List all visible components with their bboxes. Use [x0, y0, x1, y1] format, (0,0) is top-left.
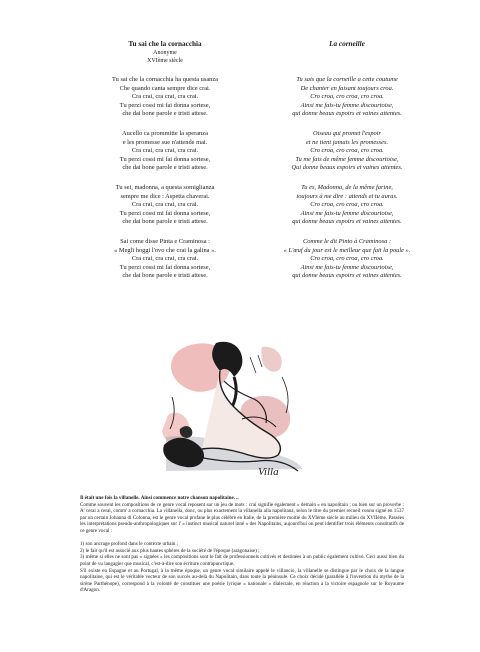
poem-era: XVIème siècle	[147, 58, 183, 64]
pink-wash	[261, 347, 281, 372]
verse-line: Tu me fais de même femme discourtoise,	[295, 155, 399, 163]
stanza-1	[70, 76, 260, 119]
verse-line: Aucello ca prommitte la speranza	[122, 129, 208, 137]
verse-line: Cro croa, cro croa, cro croa.	[310, 147, 384, 155]
verse-line: Tu perzi cossi mi fai donna sortese,	[119, 155, 211, 163]
essay-lead: Il était une fois la villanelle. Ainsi commence notre chanson napolitaine…	[80, 495, 239, 501]
verse-line: Tu sai che la cornacchia ha questa usanza	[111, 76, 219, 83]
verse-line: Sai come disse Pinta e Craminosa :	[120, 237, 210, 245]
stanza-3	[262, 184, 432, 227]
verse-line: Tu perzi cossi mi fai donna sortese,	[119, 209, 211, 217]
verse-line: Tu sais que la corneille a cette coutume	[296, 76, 398, 83]
verse-line: toujours à me dire : attends et tu auras.	[296, 192, 398, 200]
verse-line: « Meglï hoggi l'ovo che crai la galina ».	[114, 246, 216, 254]
verse-line: et ne tient jamais les promesses.	[305, 138, 389, 146]
verse-line: Tu perzi cossi mi fai donna sortese,	[119, 263, 211, 271]
poem-title: Tu sai che la cornacchia	[128, 40, 202, 48]
essay-paragraph: Comme souvent les compositions de ce genre vocal reposent sur un jeu de mots : crai signifie également « demain » en napolitain ; ou bien sur un proverbe : A' cerai a cerai, comm' a cornacchia. La villanella, donc, ou plus exactement la villanella alla napolitana, selon le titre du premier recueil connu signé en 1537 par un certain Johanna di Colonna, est le genre vocal profane le plus célèbre en Italie, de la première moitié du XVIème siècle au milieu du XVIIème. Passées les interprétations pseudo-anthropologiques sur l' « instinct musical naturel inné » des Napolitains, aujourd'hui on peut identifier trois éléments constitutifs de ce genre vocal :	[80, 501, 404, 534]
verse-line: Che quando canta sempre dice crai.	[119, 84, 211, 92]
translated-poem	[262, 40, 432, 281]
verse-line: De chanter en faisant toujours croa.	[300, 84, 394, 92]
verse-line: che dai bone parole e tristi attese.	[122, 110, 208, 118]
stanza-4	[262, 238, 432, 281]
stanza-1	[262, 76, 432, 119]
verse-line: Ainsi me fais-tu femme discourtoise,	[300, 209, 394, 217]
essay-paragraph: S'il existe en Espagne et au Portugal, à la même époque, un genre vocal similaire appelé le villancio, la villanelle se distingue par le choix de la langue napolitaine, qui est le véritable vecteur de son succès au-delà du Napolitain, dans toute la péninsule. Ce choix décidé (parallèle à l'invention du mythe de la sirène Parthénope), correspond à la volonté de constituer une poésie lyrique « nationale » dialectale, en réaction à la victoire espagnole sur le Royaume d'Aragon.	[80, 567, 404, 594]
essay-list-item: 1) son ancrage profond dans le contexte urbain ;	[80, 541, 179, 548]
verse-line: qui donne beaux espoirs et vaines attentes.	[292, 272, 402, 280]
verse-line: Cra crai, cra crai, cra crai.	[131, 93, 199, 101]
verse-line: qui donne beaux espoirs et vaines attentes.	[292, 110, 402, 118]
verse-line: Oiseau qui promet l'espoir	[312, 129, 382, 137]
stanza-2	[262, 130, 432, 173]
verse-line: Ainsi me fais-tu femme discourtoise,	[300, 101, 394, 109]
verse-line: Cra crai, cra crai, cra crai.	[131, 201, 199, 209]
verse-line: Cra crai, cra crai, cra crai.	[131, 255, 199, 263]
translation-title: La corneille	[329, 40, 365, 48]
watercolor-illustration	[158, 337, 308, 480]
verse-line: sempre me dice : Aspetta chaverai.	[120, 192, 210, 200]
verse-line: Cra crai, cra crai, cra crai.	[131, 147, 199, 155]
verse-line: che dai bone parole e tristi attese.	[122, 164, 208, 172]
verse-line: Cro croa, cro croa, cro croa.	[310, 201, 384, 209]
essay-list-item: 2) le fait qu'il est associé aux plus hautes sphères de la société de l'époque (aragonaise) ;	[80, 547, 260, 554]
verse-line: Tu es, Madonna, de la même farine,	[301, 183, 393, 191]
verse-line: Qui donne beaux espoirs et vaines attentes.	[291, 164, 403, 172]
ink-stroke	[250, 355, 262, 373]
essay-text	[80, 495, 404, 594]
verse-line: Cro croa, cro croa, cro croa.	[310, 93, 384, 101]
verse-line: Comme le dit Pinto à Craminosa :	[302, 237, 392, 245]
poem-author: Anonyme	[153, 50, 177, 56]
verse-line: che dai bone parole e tristi attese.	[122, 218, 208, 226]
verse-line: Tu sei, madonna, a questa somiglianza	[115, 183, 215, 191]
verse-line: « L'œuf du jour est le meilleur que fait la poule ».	[283, 246, 411, 254]
essay-list-item: 3) même si elles ne sont pas « signées » les compositions sont le fait de professionnels cultivés et destinées à un public également cultivé. Ceci aussi bien du point de vu langagier que musical, c'est-à-dire son écriture contrapunctique.	[80, 554, 404, 567]
stanza-4	[70, 238, 260, 281]
stanza-2	[70, 130, 260, 173]
verse-line: Cro croa, cro croa, cro croa.	[310, 255, 384, 263]
artist-signature: Villa	[258, 466, 279, 478]
verse-line: che dai bone parole e tristi attese.	[122, 272, 208, 280]
hair-ink	[232, 377, 236, 407]
verse-line: e les promesse sue n'attende mai.	[122, 138, 208, 146]
verse-line: qui donne beaux espoirs et vaines attentes.	[292, 218, 402, 226]
verse-line: Ainsi me fais-tu femme discourtoise,	[300, 263, 394, 271]
stanza-3	[70, 184, 260, 227]
verse-line: Tu perzi cossi mi fai donna sortese,	[119, 101, 211, 109]
original-poem	[70, 40, 260, 281]
